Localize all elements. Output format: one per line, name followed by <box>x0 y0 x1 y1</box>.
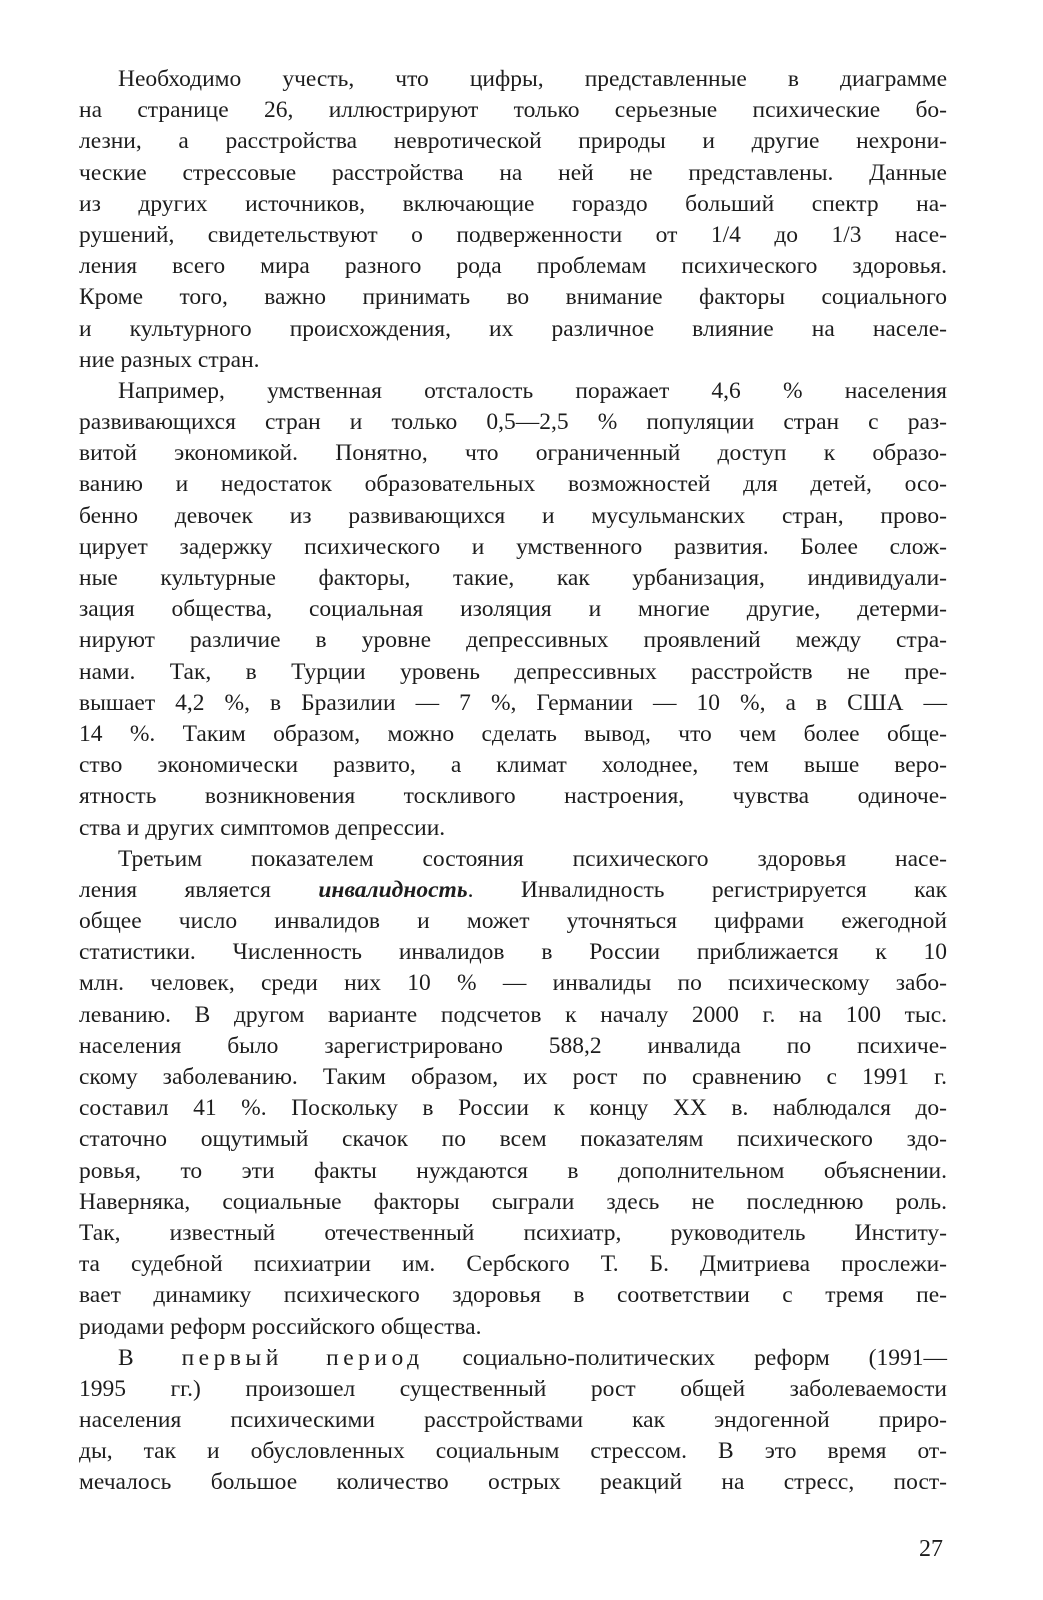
text-line: и культурного происхождения, их различное влияние на населе- <box>79 315 947 342</box>
text-line: млн. человек, среди них 10 % — инвалиды по психическому забо- <box>79 970 947 997</box>
text-line: Например, умственная отсталость поражает 4,6 % населения <box>118 377 947 404</box>
text-line: вает динамику психического здоровья в соответствии с тремя пе- <box>79 1282 947 1309</box>
text-line: ные культурные факторы, такие, как урбанизация, индивидуали- <box>79 565 947 591</box>
text-line: 1995 гг.) произошел существенный рост общей заболеваемости <box>79 1375 947 1402</box>
page-number: 27 <box>919 1536 943 1562</box>
text-line: ванию и недостаток образовательных возможностей для детей, осо- <box>79 471 947 498</box>
text-line: ды, так и обусловленных социальным стрессом. В это время от- <box>79 1438 947 1465</box>
text-line: нами. Так, в Турции уровень депрессивных расстройств не пре- <box>79 658 947 685</box>
text-line: леванию. В другом варианте подсчетов к началу 2000 г. на 100 тыс. <box>79 1001 947 1028</box>
text-line: населения психическими расстройствами как эндогенной приро- <box>79 1407 947 1434</box>
text-line: населения было зарегистрировано 588,2 инвалида по психиче- <box>79 1032 947 1059</box>
text-line: риодами реформ российского общества. <box>79 1313 482 1340</box>
text-line: составил 41 %. Поскольку в России к концу XX в. наблюдался до- <box>79 1095 947 1122</box>
text-line: ние разных стран. <box>79 346 260 373</box>
text-run: социально-политических реформ (1991— <box>423 1344 947 1371</box>
text-line <box>79 875 947 906</box>
text-line: вышает 4,2 %, в Бразилии — 7 %, Германии — 10 %, а в США — <box>79 689 947 716</box>
text-line: нируют различие в уровне депрессивных проявлений между стра- <box>79 627 947 654</box>
text-line: 14 %. Таким образом, можно сделать вывод, что чем более обще- <box>79 720 947 747</box>
text-line: витой экономикой. Понятно, что ограниченный доступ к образо- <box>79 440 947 467</box>
paragraph <box>79 844 947 1343</box>
text-line: рушений, свидетельствуют о подверженности от 1/4 до 1/3 насе- <box>79 221 947 248</box>
text-line: на странице 26, иллюстрируют только серьезные психические бо- <box>79 97 947 124</box>
text-line: зация общества, социальная изоляция и многие другие, детерми- <box>79 596 947 623</box>
text-line: та судебной психиатрии им. Сербского Т. Б. Дмитриева прослежи- <box>79 1251 947 1278</box>
text-line: Наверняка, социальные факторы сыграли здесь не последнюю роль. <box>79 1188 947 1215</box>
text-line: скому заболеванию. Таким образом, их рост по сравнению с 1991 г. <box>79 1064 947 1090</box>
text-run: . Инвалидность регистрируется как <box>467 876 947 903</box>
text-line: бенно девочек из развивающихся и мусульманских стран, прово- <box>79 502 947 529</box>
text-run: ления является <box>79 876 319 903</box>
text-line: ровья, то эти факты нуждаются в дополнительном объяснении. <box>79 1157 947 1184</box>
text-line: статочно ощутимый скачок по всем показателям психического здо- <box>79 1126 947 1153</box>
body-text <box>79 64 947 1499</box>
text-line: ство экономически развито, а климат холоднее, тем выше веро- <box>79 752 947 779</box>
text-line: из других источников, включающие гораздо больший спектр на- <box>79 190 947 217</box>
text-line: статистики. Численность инвалидов в России приближается к 10 <box>79 939 947 966</box>
text-line: мечалось большое количество острых реакций на стресс, пост- <box>79 1469 947 1496</box>
text-line: ства и других симптомов депрессии. <box>79 814 446 841</box>
paragraph <box>79 64 947 376</box>
text-line: ческие стрессовые расстройства на ней не представлены. Данные <box>79 159 947 186</box>
spaced-phrase: В первый период <box>118 1344 424 1371</box>
text-line: Необходимо учесть, что цифры, представленные в диаграмме <box>118 66 947 92</box>
text-line: общее число инвалидов и может уточняться цифрами ежегодной <box>79 908 947 935</box>
text-line: Третьим показателем состояния психического здоровья насе- <box>118 845 947 872</box>
text-line: ятность возникновения тоскливого настроения, чувства одиноче- <box>79 783 947 810</box>
text-line: развивающихся стран и только 0,5—2,5 % популяции стран с раз- <box>79 409 947 436</box>
text-line: цирует задержку психического и умственного развития. Более слож- <box>79 533 947 560</box>
text-line: ления всего мира разного рода проблемам психического здоровья. <box>79 253 947 280</box>
text-line: Так, известный отечественный психиатр, руководитель Институ- <box>79 1219 947 1246</box>
emphasized-term: инвалидность <box>318 876 468 903</box>
text-line <box>79 1343 947 1374</box>
text-line: Кроме того, важно принимать во внимание факторы социального <box>79 284 947 311</box>
paragraph <box>79 1343 947 1499</box>
text-line: лезни, а расстройства невротической природы и другие нехрони- <box>79 128 947 155</box>
paragraph <box>79 376 947 844</box>
